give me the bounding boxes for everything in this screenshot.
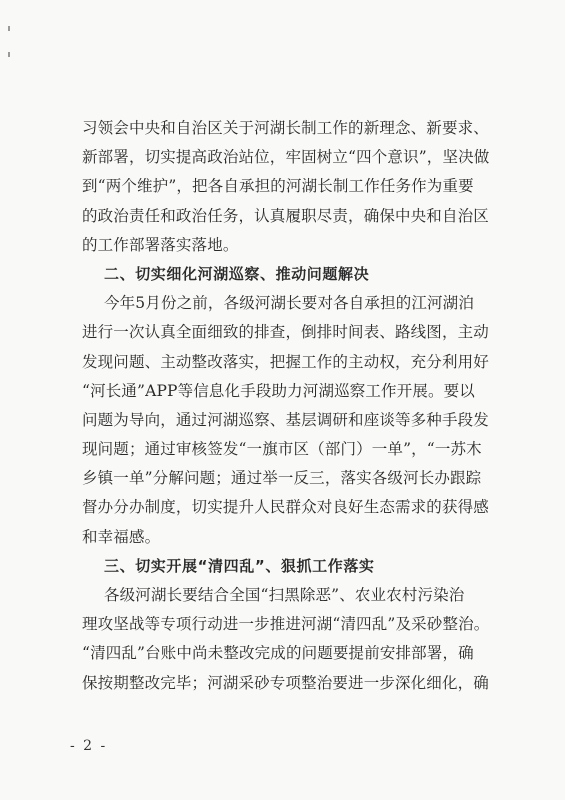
text-line: “河长通”APP等信息化手段助力河湖巡察工作开展。要以: [82, 381, 475, 400]
text-line: 发现问题、主动整改落实，把握工作的主动权，充分利用好: [82, 352, 489, 371]
text-line: 的政治责任和政治任务，认真履职尽责，确保中央和自治区: [82, 206, 489, 225]
text-line: 和幸福感。: [82, 527, 161, 546]
text-line: 新部署，切实提高政治站位，牢固树立“四个意识”，坚决做: [82, 148, 490, 167]
body-text: [82, 114, 490, 698]
text-line: 到“两个维护”，把各自承担的河湖长制工作任务作为重要: [82, 177, 474, 196]
text-line: 理攻坚战等专项行动进一步推进河湖“清四乱”及采砂整治。: [82, 615, 490, 634]
text-line: 今年5月份之前，各级河湖长要对各自承担的江河湖泊: [104, 294, 474, 313]
text-line: 现问题；通过审核签发“一旗市区（部门）一单”，“一苏木: [82, 440, 482, 459]
text-line: 的工作部署落实落地。: [82, 235, 239, 254]
text-line: 督办分办制度，切实提升人民群众对良好生态需求的获得感: [82, 498, 489, 517]
text-line: 进行一次认真全面细致的排查，倒排时间表、路线图，主动: [82, 323, 489, 342]
text-line: 乡镇一单”分解问题；通过举一反三，落实各级河长办跟踪: [82, 469, 482, 488]
text-line: 各级河湖长要结合全国“扫黑除恶”、农业农村污染治: [104, 586, 465, 604]
scan-mark: [8, 26, 10, 31]
text-line: 问题为导向，通过河湖巡察、基层调研和座谈等多种手段发: [82, 410, 489, 429]
section-heading: 三、切实开展“清四乱”、狠抓工作落实: [104, 556, 375, 575]
section-heading: 二、切实细化河湖巡察、推动问题解决: [104, 264, 370, 283]
scan-mark: [8, 52, 10, 57]
text-line: 保按期整改完毕；河湖采砂专项整治要进一步深化细化，确: [82, 673, 489, 692]
page-number: - 2 -: [70, 738, 108, 754]
text-line: 习领会中央和自治区关于河湖长制工作的新理念、新要求、: [82, 119, 489, 137]
text-line: “清四乱”台账中尚未整改完成的问题要提前安排部署，确: [82, 644, 474, 663]
